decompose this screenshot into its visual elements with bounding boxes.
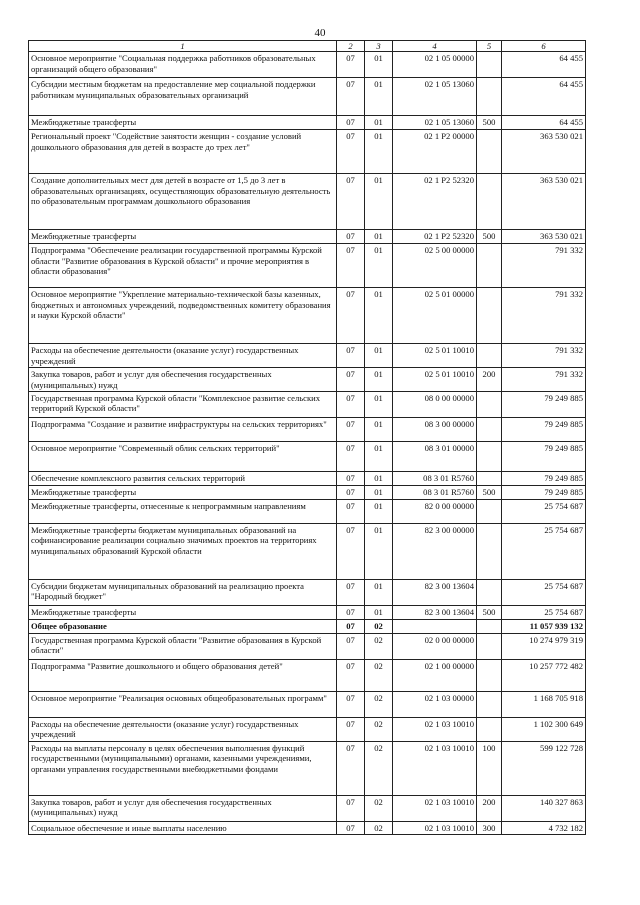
table-row [29,619,586,633]
cell-rz: 07 [337,230,365,244]
cell-pr: 01 [365,368,393,392]
cell-sum: 25 754 687 [502,499,586,523]
cell-vr [477,619,502,633]
cell-pr: 01 [365,130,393,174]
cell-vr: 500 [477,605,502,619]
table-row [29,417,586,441]
cell-vr: 300 [477,821,502,834]
cell-pr: 02 [365,717,393,741]
table-row [29,605,586,619]
cell-sum: 791 332 [502,288,586,344]
table-row [29,174,586,230]
cell-pr: 01 [365,78,393,116]
cell-cs: 02 5 01 00000 [393,288,477,344]
cell-rz: 07 [337,633,365,659]
cell-vr: 200 [477,795,502,821]
page-number: 40 [314,27,326,39]
cell-sum: 140 327 863 [502,795,586,821]
cell-cs: 02 1 P2 52320 [393,230,477,244]
cell-rz: 07 [337,605,365,619]
cell-vr [477,579,502,605]
cell-vr [477,52,502,78]
cell-name: Межбюджетные трансферты бюджетам муниципальных образований на софинансирование реализации социально значимых проектов на территориях муниципальных образований Курской области [29,523,337,579]
cell-vr [477,344,502,368]
cell-pr: 02 [365,619,393,633]
cell-name: Основное мероприятие "Социальная поддержка работников образовательных организаций общего образования" [29,52,337,78]
cell-cs: 82 3 00 00000 [393,523,477,579]
cell-vr [477,174,502,230]
cell-vr [477,288,502,344]
cell-rz: 07 [337,523,365,579]
cell-sum: 791 332 [502,368,586,392]
cell-name: Расходы на обеспечение деятельности (оказание услуг) государственных учреждений [29,717,337,741]
cell-sum: 10 257 772 482 [502,659,586,691]
cell-sum: 25 754 687 [502,523,586,579]
table-row [29,391,586,417]
header-cell-vr: 5 [477,41,502,52]
table-row [29,78,586,116]
cell-cs: 02 1 00 00000 [393,659,477,691]
cell-rz: 07 [337,499,365,523]
cell-name: Общее образование [29,619,337,633]
cell-cs: 02 5 01 10010 [393,344,477,368]
cell-name: Создание дополнительных мест для детей в возрасте от 1,5 до 3 лет в образовательных организациях, осуществляющих образовательную деятельность по образовательным программам дошкольного образования [29,174,337,230]
table-row [29,523,586,579]
cell-name: Подпрограмма "Развитие дошкольного и общего образования детей" [29,659,337,691]
cell-cs: 02 1 03 10010 [393,741,477,795]
cell-pr: 01 [365,174,393,230]
cell-rz: 07 [337,659,365,691]
cell-vr [477,471,502,485]
cell-cs: 08 3 01 00000 [393,441,477,471]
cell-vr [477,78,502,116]
cell-name: Региональный проект "Содействие занятости женщин - создание условий дошкольного образования для детей в возрасте до трех лет" [29,130,337,174]
cell-sum: 1 102 300 649 [502,717,586,741]
cell-pr: 01 [365,471,393,485]
cell-vr [477,441,502,471]
cell-vr: 200 [477,368,502,392]
cell-rz: 07 [337,795,365,821]
cell-name: Основное мероприятие "Укрепление материально-технической базы казенных, бюджетных и автономных учреждений, подведомственных комитету образования и науки Курской области" [29,288,337,344]
cell-name: Закупка товаров, работ и услуг для обеспечения государственных (муниципальных) нужд [29,795,337,821]
cell-cs: 02 1 P2 00000 [393,130,477,174]
cell-cs: 08 0 00 00000 [393,391,477,417]
cell-name: Расходы на обеспечение деятельности (оказание услуг) государственных учреждений [29,344,337,368]
cell-name: Субсидии бюджетам муниципальных образований на реализацию проекта "Народный бюджет" [29,579,337,605]
cell-sum: 79 249 885 [502,441,586,471]
cell-pr: 01 [365,244,393,288]
cell-pr: 02 [365,821,393,834]
cell-rz: 07 [337,717,365,741]
table-row [29,499,586,523]
cell-vr [477,499,502,523]
cell-rz: 07 [337,130,365,174]
cell-cs: 02 5 00 00000 [393,244,477,288]
table-row [29,441,586,471]
table-body [29,52,586,835]
budget-table [28,40,586,835]
table-row [29,717,586,741]
cell-name: Межбюджетные трансферты [29,116,337,130]
cell-name: Межбюджетные трансферты, отнесенные к непрограммным направлениям [29,499,337,523]
header-row [29,41,586,52]
header-cell-sum: 6 [502,41,586,52]
cell-sum: 79 249 885 [502,391,586,417]
cell-rz: 07 [337,244,365,288]
cell-name: Межбюджетные трансферты [29,485,337,499]
cell-sum: 363 530 021 [502,130,586,174]
cell-vr: 500 [477,485,502,499]
cell-rz: 07 [337,471,365,485]
cell-name: Обеспечение комплексного развития сельских территорий [29,471,337,485]
cell-cs: 02 1 P2 52320 [393,174,477,230]
cell-sum: 79 249 885 [502,417,586,441]
cell-cs: 02 1 05 13060 [393,116,477,130]
cell-cs: 82 0 00 00000 [393,499,477,523]
header-cell-name: 1 [29,41,337,52]
cell-cs: 02 0 00 00000 [393,633,477,659]
cell-name: Закупка товаров, работ и услуг для обеспечения государственных (муниципальных) нужд [29,368,337,392]
cell-rz: 07 [337,52,365,78]
table-row [29,795,586,821]
cell-cs: 08 3 01 R5760 [393,485,477,499]
table-row [29,230,586,244]
cell-sum: 79 249 885 [502,485,586,499]
cell-pr: 02 [365,795,393,821]
cell-name: Субсидии местным бюджетам на предоставление мер социальной поддержки работникам муниципальных образовательных организаций [29,78,337,116]
cell-rz: 07 [337,741,365,795]
cell-sum: 25 754 687 [502,605,586,619]
cell-pr: 01 [365,485,393,499]
cell-cs: 08 3 00 00000 [393,417,477,441]
table-row [29,52,586,78]
cell-sum: 79 249 885 [502,471,586,485]
cell-pr: 01 [365,230,393,244]
cell-sum: 1 168 705 918 [502,691,586,717]
cell-name: Подпрограмма "Обеспечение реализации государственной программы Курской области "Развитие образования в Курской области" и прочие мероприятия в области образования" [29,244,337,288]
cell-vr [477,417,502,441]
cell-cs: 02 1 03 10010 [393,821,477,834]
cell-cs: 02 1 03 10010 [393,795,477,821]
cell-sum: 363 530 021 [502,174,586,230]
table-row [29,471,586,485]
cell-pr: 01 [365,441,393,471]
table-row [29,659,586,691]
cell-pr: 01 [365,288,393,344]
header-cell-pr: 3 [365,41,393,52]
cell-rz: 07 [337,116,365,130]
cell-pr: 01 [365,499,393,523]
table-row [29,691,586,717]
table-row [29,485,586,499]
cell-rz: 07 [337,441,365,471]
cell-cs [393,619,477,633]
table-row [29,368,586,392]
table-row [29,130,586,174]
cell-rz: 07 [337,391,365,417]
cell-rz: 07 [337,579,365,605]
cell-pr: 01 [365,417,393,441]
cell-cs: 82 3 00 13604 [393,579,477,605]
header-cell-rz: 2 [337,41,365,52]
cell-sum: 363 530 021 [502,230,586,244]
cell-name: Государственная программа Курской области "Комплексное развитие сельских территорий Курской области" [29,391,337,417]
cell-rz: 07 [337,368,365,392]
cell-sum: 64 455 [502,52,586,78]
cell-vr [477,244,502,288]
table-row [29,741,586,795]
cell-vr [477,391,502,417]
table-row [29,579,586,605]
cell-name: Подпрограмма "Создание и развитие инфраструктуры на сельских территориях" [29,417,337,441]
cell-cs: 02 1 03 10010 [393,717,477,741]
cell-rz: 07 [337,485,365,499]
cell-pr: 02 [365,691,393,717]
cell-sum: 25 754 687 [502,579,586,605]
cell-cs: 02 1 03 00000 [393,691,477,717]
cell-vr: 500 [477,116,502,130]
cell-pr: 01 [365,391,393,417]
cell-cs: 02 1 05 00000 [393,52,477,78]
cell-sum: 791 332 [502,244,586,288]
cell-pr: 01 [365,344,393,368]
cell-vr [477,691,502,717]
cell-rz: 07 [337,619,365,633]
table-row [29,633,586,659]
cell-pr: 01 [365,605,393,619]
table-row [29,288,586,344]
cell-vr [477,523,502,579]
cell-sum: 791 332 [502,344,586,368]
cell-sum: 11 057 939 132 [502,619,586,633]
cell-cs: 08 3 01 R5760 [393,471,477,485]
cell-rz: 07 [337,821,365,834]
cell-vr [477,633,502,659]
cell-pr: 02 [365,741,393,795]
table-row [29,821,586,834]
cell-cs: 02 1 05 13060 [393,78,477,116]
table-row [29,244,586,288]
cell-pr: 01 [365,116,393,130]
cell-vr: 500 [477,230,502,244]
cell-name: Расходы на выплаты персоналу в целях обеспечения выполнения функций государственными (муниципальными) органами, казенными учреждениями, органами управления государственными внебюджетными фондами [29,741,337,795]
cell-rz: 07 [337,78,365,116]
cell-name: Государственная программа Курской области "Развитие образования в Курской области" [29,633,337,659]
table-row [29,344,586,368]
cell-cs: 82 3 00 13604 [393,605,477,619]
header-cell-cs: 4 [393,41,477,52]
cell-rz: 07 [337,174,365,230]
cell-name: Межбюджетные трансферты [29,230,337,244]
cell-sum: 64 455 [502,78,586,116]
cell-rz: 07 [337,288,365,344]
cell-vr [477,130,502,174]
table-row [29,116,586,130]
cell-pr: 01 [365,579,393,605]
cell-sum: 10 274 979 319 [502,633,586,659]
cell-sum: 64 455 [502,116,586,130]
cell-sum: 599 122 728 [502,741,586,795]
cell-name: Основное мероприятие "Реализация основных общеобразовательных программ" [29,691,337,717]
cell-rz: 07 [337,344,365,368]
cell-sum: 4 732 182 [502,821,586,834]
cell-cs: 02 5 01 10010 [393,368,477,392]
cell-rz: 07 [337,691,365,717]
cell-vr [477,659,502,691]
cell-name: Основное мероприятие "Современный облик сельских территорий" [29,441,337,471]
cell-vr: 100 [477,741,502,795]
cell-name: Социальное обеспечение и иные выплаты населению [29,821,337,834]
cell-pr: 02 [365,633,393,659]
cell-rz: 07 [337,417,365,441]
cell-pr: 02 [365,659,393,691]
cell-vr [477,717,502,741]
cell-pr: 01 [365,523,393,579]
cell-pr: 01 [365,52,393,78]
cell-name: Межбюджетные трансферты [29,605,337,619]
